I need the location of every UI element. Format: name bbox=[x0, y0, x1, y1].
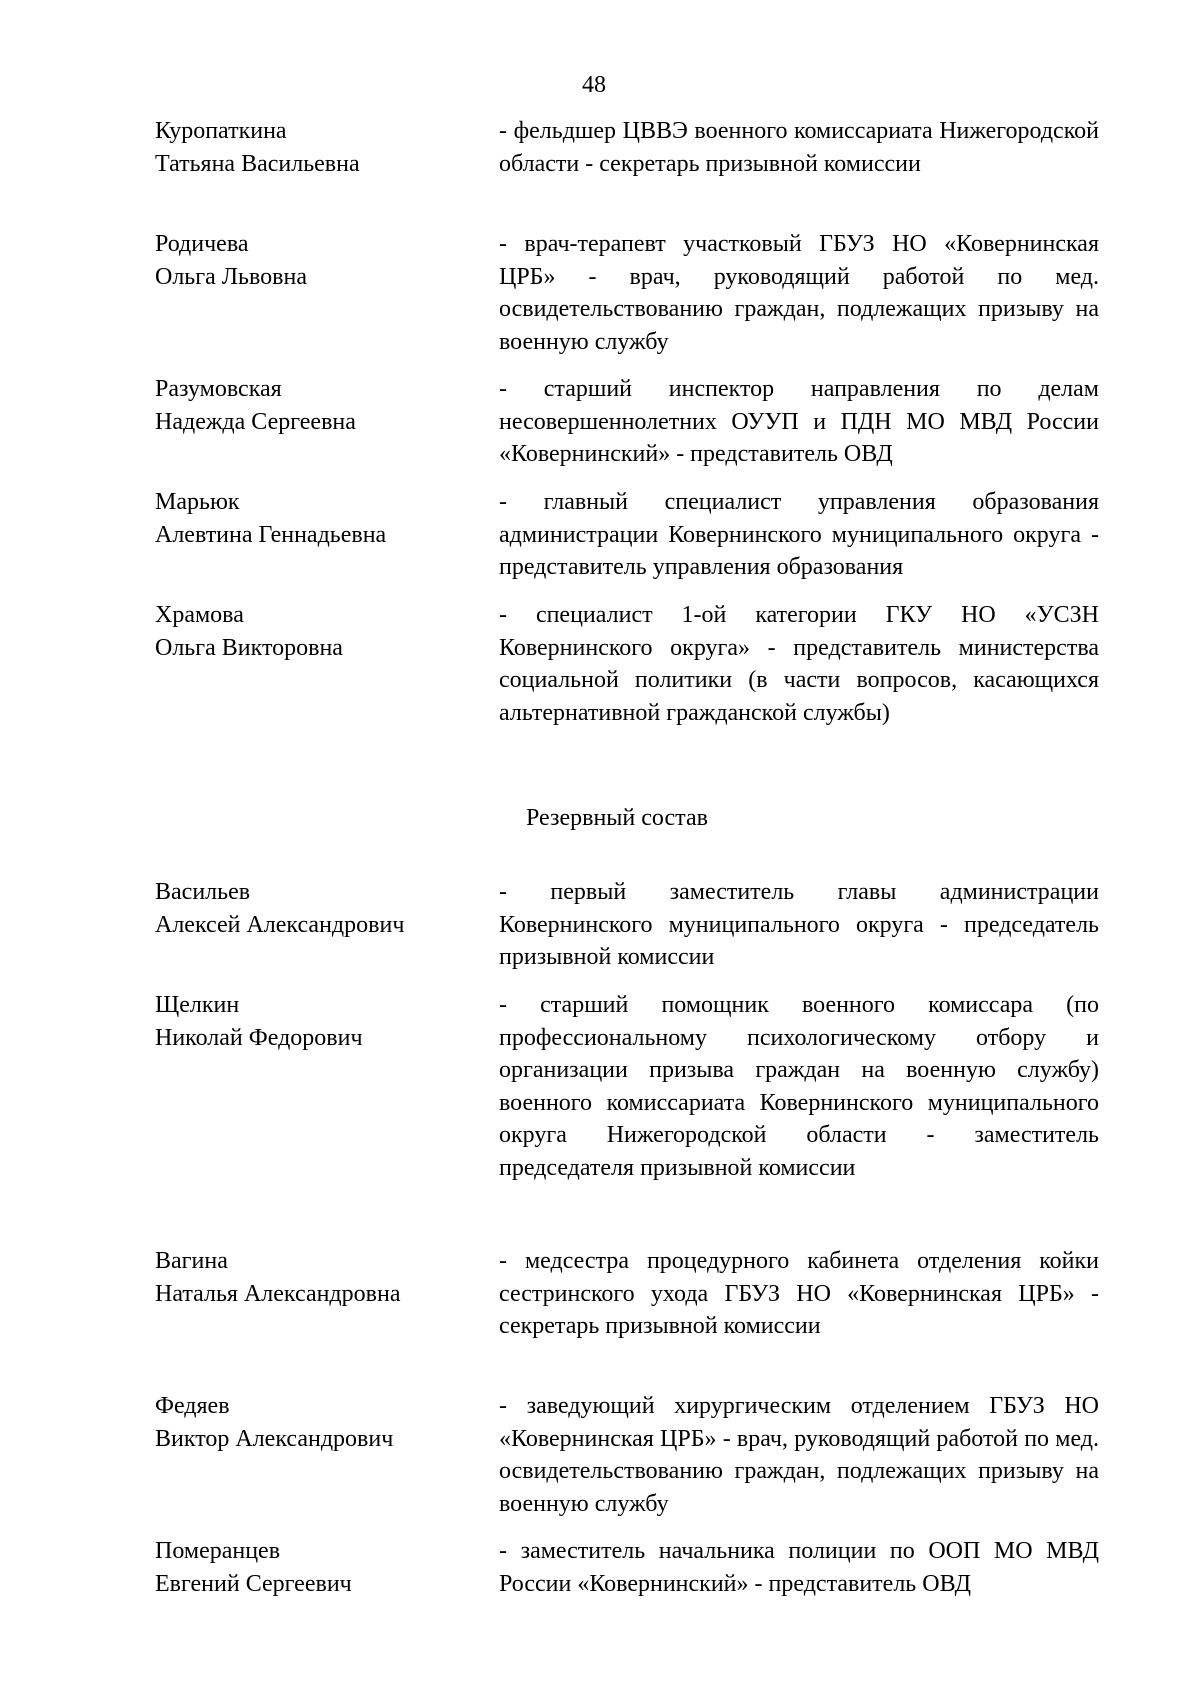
member-role: - фельдшер ЦВВЭ военного комиссариата Нижегородской области - секретарь призывной комиссии bbox=[499, 118, 1099, 177]
member-name bbox=[155, 373, 485, 438]
member-surname: Щелкин bbox=[155, 992, 240, 1018]
member-name bbox=[155, 486, 485, 551]
member-given-names: Наталья Александровна bbox=[155, 1280, 401, 1307]
member-name bbox=[155, 228, 485, 293]
member-given-names: Алексей Александрович bbox=[155, 911, 405, 938]
member-name bbox=[155, 599, 485, 664]
member-surname: Родичева bbox=[155, 231, 249, 257]
member-surname: Вагина bbox=[155, 1248, 228, 1274]
member-role: - главный специалист управления образования администрации Ковернинского муниципального округа - представитель управления образования bbox=[499, 489, 1099, 580]
member-role: - заместитель начальника полиции по ООП МО МВД России «Ковернинский» - представитель ОВД bbox=[499, 1538, 1099, 1597]
member-role: - старший инспектор направления по делам несовершеннолетних ОУУП и ПДН МО МВД России «Ковернинский» - представитель ОВД bbox=[499, 376, 1099, 467]
member-given-names: Евгений Сергеевич bbox=[155, 1570, 352, 1597]
member-name bbox=[155, 115, 485, 180]
member-surname: Федяев bbox=[155, 1393, 230, 1419]
member-surname: Марьюк bbox=[155, 489, 240, 515]
member-surname: Васильев bbox=[155, 879, 251, 905]
member-role: - заведующий хирургическим отделением ГБУЗ НО «Ковернинская ЦРБ» - врач, руководящий работой по мед. освидетельствованию граждан, подлежащих призыву на военную службу bbox=[499, 1393, 1099, 1517]
member-surname: Храмова bbox=[155, 602, 244, 628]
member-given-names: Татьяна Васильевна bbox=[155, 150, 360, 177]
member-name bbox=[155, 989, 485, 1054]
member-name bbox=[155, 876, 485, 941]
member-surname: Куропаткина bbox=[155, 118, 287, 144]
member-given-names: Виктор Александрович bbox=[155, 1425, 394, 1452]
member-role: - медсестра процедурного кабинета отделения койки сестринского ухода ГБУЗ НО «Ковернинская ЦРБ» - секретарь призывной комиссии bbox=[499, 1248, 1099, 1339]
page-number: 48 bbox=[582, 72, 606, 98]
member-given-names: Николай Федорович bbox=[155, 1024, 363, 1051]
member-name bbox=[155, 1390, 485, 1455]
member-given-names: Ольга Львовна bbox=[155, 263, 307, 290]
member-surname: Разумовская bbox=[155, 376, 282, 402]
member-role: - специалист 1-ой категории ГКУ НО «УСЗН Ковернинского округа» - представитель министерства социальной политики (в части вопросов, касающихся альтернативной гражданской службы) bbox=[499, 602, 1099, 726]
section-title-reserve: Резервный состав bbox=[526, 805, 708, 831]
member-given-names: Алевтина Геннадьевна bbox=[155, 521, 387, 548]
member-surname: Померанцев bbox=[155, 1538, 281, 1564]
member-given-names: Надежда Сергеевна bbox=[155, 408, 356, 435]
member-role: - старший помощник военного комиссара (по профессиональному психологическому отбору и организации призыва граждан на военную службу) военного комиссариата Ковернинского муниципального округа Нижегородской области - заместитель председателя призывной комиссии bbox=[499, 992, 1099, 1181]
member-role: - врач-терапевт участковый ГБУЗ НО «Ковернинская ЦРБ» - врач, руководящий работой по мед. освидетельствованию граждан, подлежащих призыву на военную службу bbox=[499, 231, 1099, 355]
member-given-names: Ольга Викторовна bbox=[155, 634, 343, 661]
member-role: - первый заместитель главы администрации Ковернинского муниципального округа - председатель призывной комиссии bbox=[499, 879, 1099, 970]
member-name bbox=[155, 1245, 485, 1310]
member-name bbox=[155, 1535, 485, 1600]
